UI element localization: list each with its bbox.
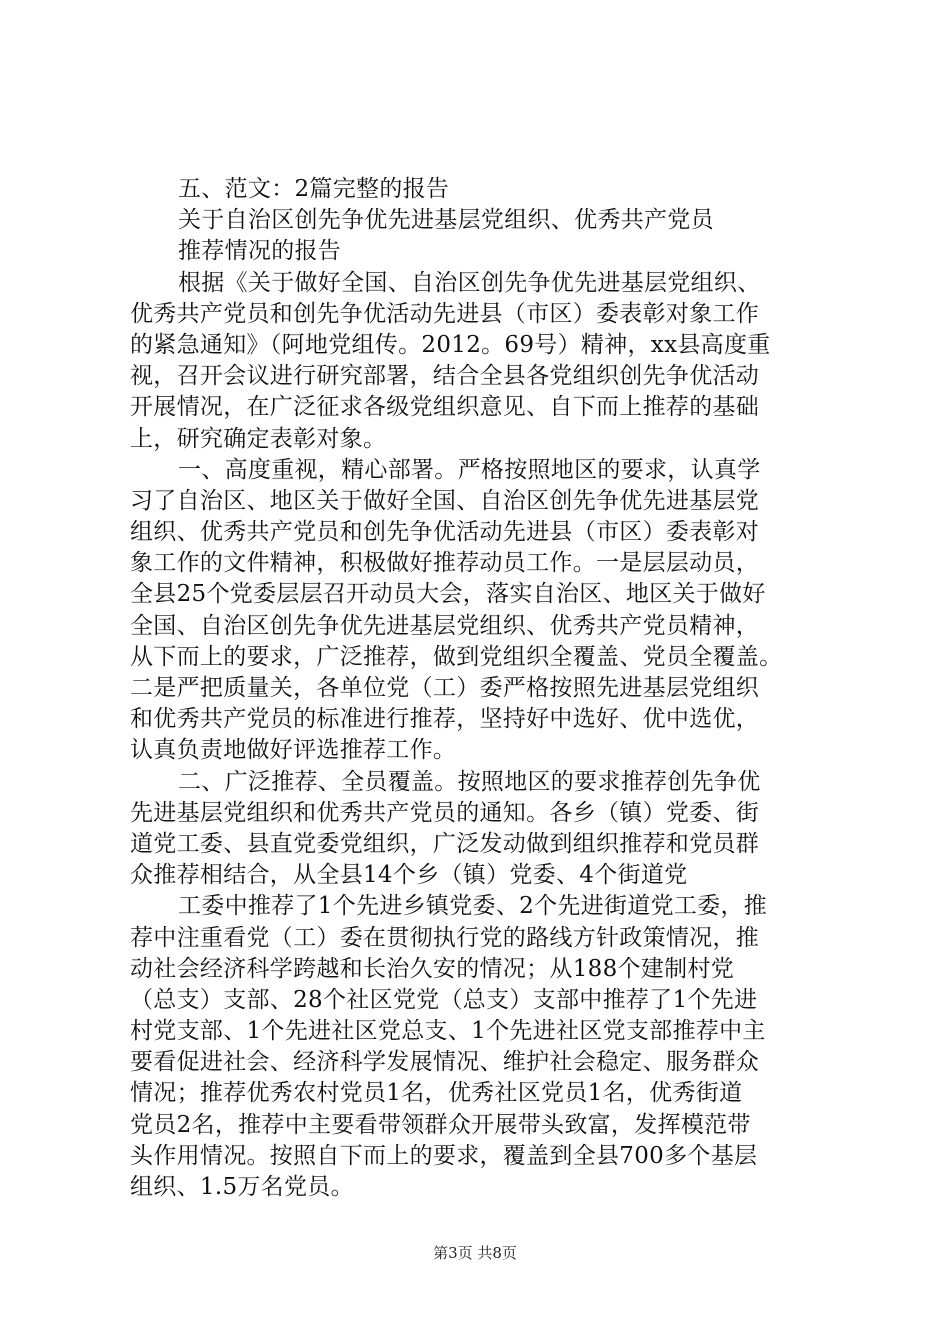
paragraph-line: 认真负责地做好评选推荐工作。 (130, 737, 457, 764)
paragraph-line: 村党支部、1个先进社区党总支、1个先进社区党支部推荐中主 (130, 1018, 766, 1045)
paragraph-line: 动社会经济科学跨越和长治久安的情况；从188个建制村党 (130, 955, 734, 982)
paragraph-line: 工委中推荐了1个先进乡镇党委、2个先进街道党工委，推 (178, 893, 768, 920)
paragraph-line: 象工作的文件精神，积极做好推荐动员工作。一是层层动员， (130, 550, 760, 577)
paragraph-line: （总支）支部、28个社区党党（总支）支部中推荐了1个先进 (130, 986, 758, 1013)
paragraph-line: 情况；推荐优秀农村党员1名，优秀社区党员1名，优秀街道 (130, 1080, 743, 1107)
paragraph-line: 习了自治区、地区关于做好全国、自治区创先争优先进基层党 (130, 487, 760, 514)
paragraph-line: 视，召开会议进行研究部署，结合全县各党组织创先争优活动 (130, 363, 760, 390)
report-title-line-2: 推荐情况的报告 (178, 238, 342, 265)
paragraph-line: 头作用情况。按照自下而上的要求，覆盖到全县700多个基层 (130, 1142, 758, 1169)
paragraph-line: 荐中注重看党（工）委在贯彻执行党的路线方针政策情况，推 (130, 924, 760, 951)
paragraph-line: 二、广泛推荐、全员覆盖。按照地区的要求推荐创先争优 (178, 768, 761, 795)
paragraph-line: 从下而上的要求，广泛推荐，做到党组织全覆盖、党员全覆盖。 (130, 643, 783, 670)
paragraph-line: 道党工委、县直党委党组织，广泛发动做到组织推荐和党员群 (130, 830, 760, 857)
paragraph-line: 和优秀共产党员的标准进行推荐，坚持好中选好、优中选优， (130, 706, 760, 733)
document-body (130, 174, 830, 1203)
paragraph-line: 众推荐相结合，从全县14个乡（镇）党委、4个街道党 (130, 862, 688, 889)
paragraph-line: 党员2名，推荐中主要看带领群众开展带头致富，发挥模范带 (130, 1111, 751, 1138)
paragraph-line: 组织、优秀共产党员和创先争优活动先进县（市区）委表彰对 (130, 519, 760, 546)
section-heading: 五、范文：2篇完整的报告 (178, 176, 450, 202)
paragraph-line: 一、高度重视，精心部署。严格按照地区的要求，认真学 (178, 456, 761, 483)
paragraph-line: 二是严把质量关，各单位党（工）委严格按照先进基层党组织 (130, 675, 760, 701)
paragraph-line: 全国、自治区创先争优先进基层党组织、优秀共产党员精神， (130, 612, 760, 639)
paragraph-line: 全县25个党委层层召开动员大会，落实自治区、地区关于做好 (130, 581, 766, 608)
paragraph-line: 组织、1.5万名党员。 (130, 1174, 354, 1200)
page-number-footer: 第3页 共8页 (433, 1244, 517, 1262)
paragraph-line: 先进基层党组织和优秀共产党员的通知。各乡（镇）党委、街 (130, 799, 760, 826)
paragraph-line: 要看促进社会、经济科学发展情况、维护社会稳定、服务群众 (130, 1049, 760, 1076)
paragraph-line: 开展情况，在广泛征求各级党组织意见、自下而上推荐的基础 (130, 394, 760, 421)
paragraph-line: 根据《关于做好全国、自治区创先争优先进基层党组织、 (178, 269, 761, 296)
paragraph-line: 的紧急通知》（阿地党组传。2012。69号）精神，xx县高度重 (130, 331, 771, 358)
paragraph-line: 上，研究确定表彰对象。 (130, 425, 387, 452)
report-title-line-1: 关于自治区创先争优先进基层党组织、优秀共产党员 (178, 207, 714, 234)
paragraph-line: 优秀共产党员和创先争优活动先进县（市区）委表彰对象工作 (130, 300, 760, 327)
